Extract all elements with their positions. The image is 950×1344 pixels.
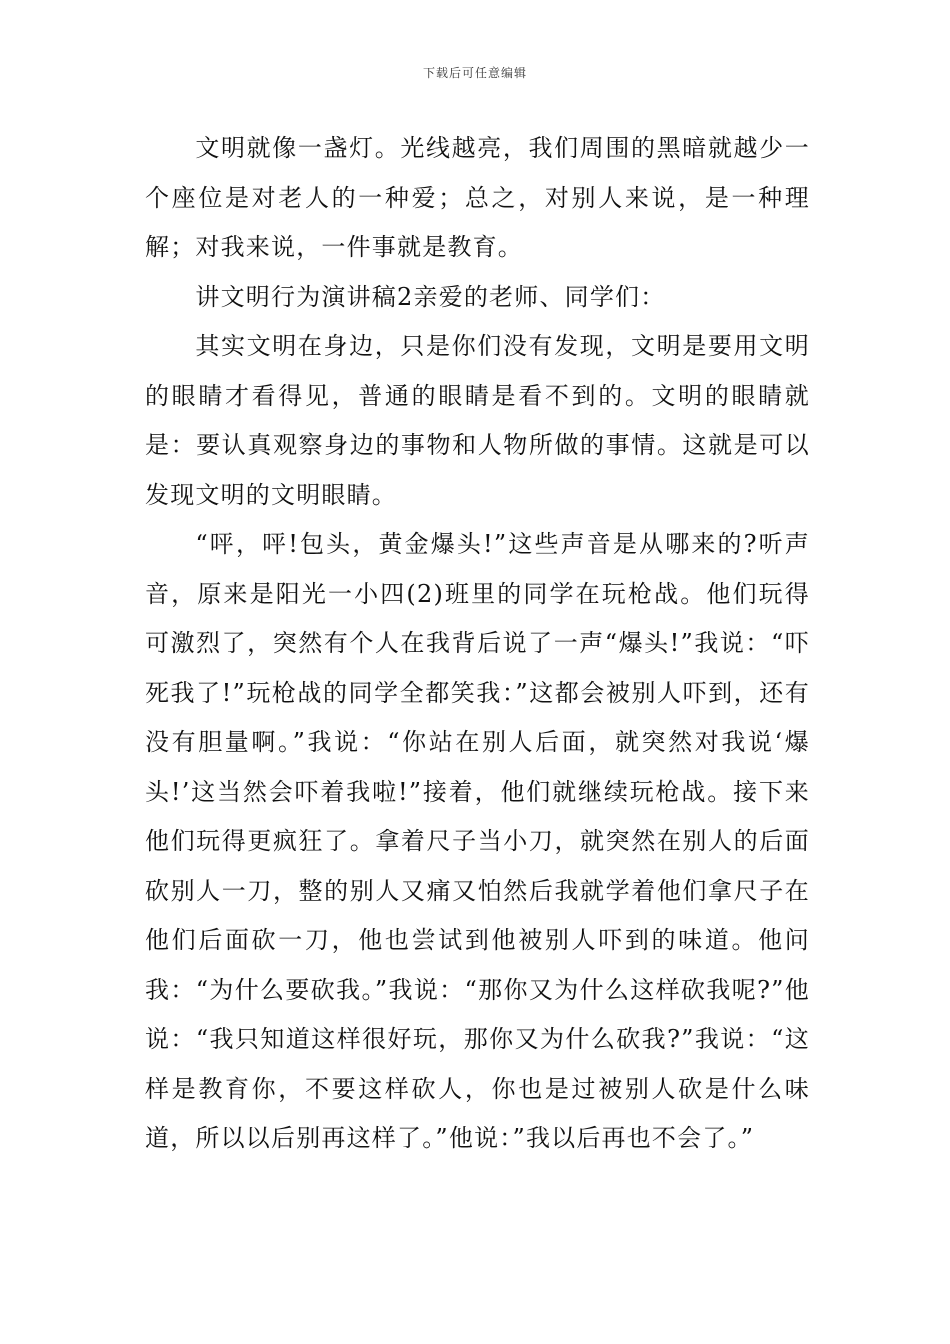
paragraph-3: 其实文明在身边，只是你们没有发现，文明是要用文明的眼睛才看得见，普通的眼睛是看不到的。文明的眼睛就是：要认真观察身边的事物和人物所做的事情。这就是可以发现文明的文明眼睛。 (145, 332, 810, 509)
document-body (145, 124, 810, 1164)
page-header: 下载后可任意编辑 (422, 66, 527, 80)
paragraph-1: 文明就像一盏灯。光线越亮，我们周围的黑暗就越少一个座位是对老人的一种爱；总之，对别人来说，是一种理解；对我来说，一件事就是教育。 (145, 134, 810, 261)
paragraph-4: “呯，呯!包头，黄金爆头!”这些声音是从哪来的?听声音，原来是阳光一小四(2)班里的同学在玩枪战。他们玩得可激烈了，突然有个人在我背后说了一声“爆头!”我说：“吓死我了!”玩枪战的同学全都笑我：”这都会被别人吓到，还有没有胆量啊。”我说：“你站在别人后面，就突然对我说‘爆头!’这当然会吓着我啦!”接着，他们就继续玩枪战。接下来他们玩得更疯狂了。拿着尺子当小刀，就突然在别人的后面砍别人一刀，整的别人又痛又怕然后我就学着他们拿尺子在他们后面砍一刀，他也尝试到他被别人吓到的味道。他问我：“为什么要砍我。”我说：“那你又为什么这样砍我呢?”他说：“我只知道这样很好玩，那你又为什么砍我?”我说：“这样是教育你，不要这样砍人，你也是过被别人砍是什么味道，所以以后别再这样了。”他说：”我以后再也不会了。” (145, 530, 810, 1152)
paragraph-2: 讲文明行为演讲稿2亲爱的老师、同学们： (195, 282, 666, 311)
